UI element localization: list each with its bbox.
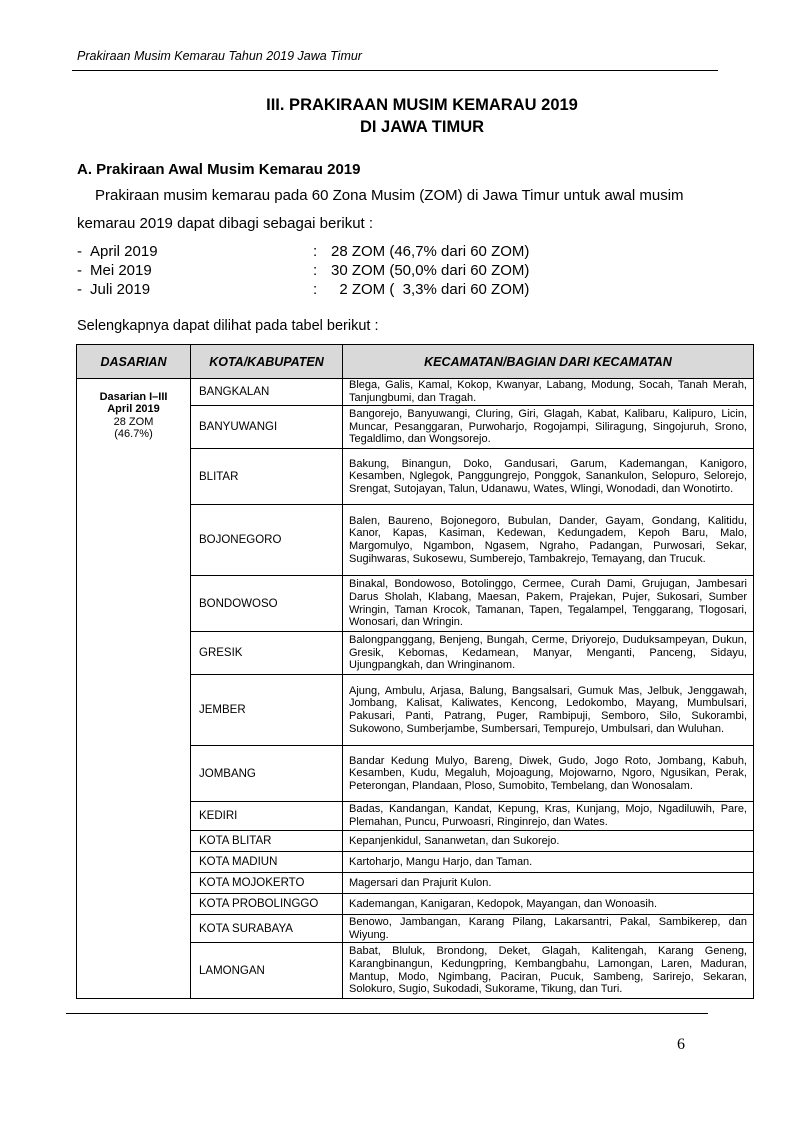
list-value: 30 ZOM (50,0% dari 60 ZOM) [331,262,530,279]
list-value: 28 ZOM (46,7% dari 60 ZOM) [331,243,530,260]
dasarian-period: Dasarian I–III [99,391,168,403]
kecamatan-cell: Kademangan, Kanigaran, Kedopok, Mayangan, dan Wonoasih. [343,894,754,915]
kecamatan-cell: Ajung, Ambulu, Arjasa, Balung, Bangsalsari, Gumuk Mas, Jelbuk, Jenggawah, Jombang, Kalisat, Kaliwates, Kencong, Ledokombo, Mayang, Mumbulsari, Pakusari, Panti, Patrang, Puger, Rambipuji, Semboro, Silo, Sukorambi, Sukowono, Sumberjambe, Sumbersari, Tempurejo, Umbulsari, dan Wuluhan. [343,675,754,746]
header-dasarian: DASARIAN [77,345,191,379]
kecamatan-cell: Benowo, Jambangan, Karang Pilang, Lakarsantri, Pakal, Sambikerep, dan Wiyung. [343,915,754,943]
kecamatan-cell: Kepanjenkidul, Sananwetan, dan Sukorejo. [343,831,754,852]
list-month: Mei 2019 [90,262,152,279]
kota-cell: BOJONEGORO [191,505,343,576]
chapter-title-line1: III. PRAKIRAAN MUSIM KEMARAU 2019 [266,96,578,114]
kecamatan-cell: Bakung, Binangun, Doko, Gandusari, Garum, Kademangan, Kanigoro, Kesamben, Nglegok, Panggungrejo, Ponggok, Sanankulon, Selopuro, Selorejo, Srengat, Sutojayan, Talun, Udanawu, Wates, Wlingi, Wonodadi, dan Wonotirto. [343,449,754,505]
kota-cell: BANGKALAN [191,379,343,406]
chapter-title-line2: DI JAWA TIMUR [359,118,485,136]
kota-cell: BLITAR [191,449,343,505]
kecamatan-cell: Binakal, Bondowoso, Botolinggo, Cermee, Curah Dami, Grujugan, Jambesari Darus Sholah, Klabang, Maesan, Pakem, Prajekan, Pujer, Sukosari, Sumber Wringin, Taman Krocok, Tamanan, Tapen, Tegalampel, Tenggarang, Tlogosari, Wonosari, dan Wringin. [343,576,754,632]
kecamatan-cell: Bangorejo, Banyuwangi, Cluring, Giri, Glagah, Kabat, Kalibaru, Kalipuro, Licin, Muncar, Pesanggaran, Purwoharjo, Rogojampi, Siliragung, Singojuruh, Srono, Tegaldlimo, dan Wongsorejo. [343,406,754,449]
table-header-row [77,345,754,379]
list-month: April 2019 [90,243,158,260]
list-dash: - [77,243,82,260]
zom-table [76,344,754,999]
list-colon: : [313,281,318,298]
kota-cell: GRESIK [191,632,343,675]
header-kota: KOTA/KABUPATEN [191,345,343,379]
kota-cell: JEMBER [191,675,343,746]
intro-paragraph-line1: Prakiraan musim kemarau pada 60 Zona Musim (ZOM) di Jawa Timur untuk awal musim [95,187,684,204]
footer-rule [66,1013,708,1014]
list-dash: - [77,262,82,279]
list-item [77,281,737,300]
kota-cell: KOTA BLITAR [191,831,343,852]
kota-cell: LAMONGAN [191,943,343,999]
kota-cell: KOTA MOJOKERTO [191,873,343,894]
table-row [77,379,754,406]
kota-cell: KOTA SURABAYA [191,915,343,943]
kecamatan-cell: Balen, Baureno, Bojonegoro, Bubulan, Dander, Gayam, Gondang, Kalitidu, Kanor, Kapas, Kasiman, Kedewan, Kedungadem, Kepoh Baru, Malo, Margomulyo, Ngambon, Ngasem, Ngraho, Padangan, Purwosari, Sekar, Sugihwaras, Sukosewu, Sumberejo, Tambakrejo, Temayang, dan Trucuk. [343,505,754,576]
kota-cell: KOTA PROBOLINGGO [191,894,343,915]
list-colon: : [313,243,318,260]
kecamatan-cell: Badas, Kandangan, Kandat, Kepung, Kras, Kunjang, Mojo, Ngadiluwih, Pare, Plemahan, Puncu, Purwoasri, Ringinrejo, dan Wates. [343,802,754,831]
dasarian-cell [77,379,191,999]
kecamatan-cell: Magersari dan Prajurit Kulon. [343,873,754,894]
list-value: 2 ZOM ( 3,3% dari 60 ZOM) [331,281,530,298]
list-item [77,243,737,262]
page-number: 6 [677,1036,685,1053]
kota-cell: KOTA MADIUN [191,852,343,873]
kecamatan-cell: Bandar Kedung Mulyo, Bareng, Diwek, Gudo, Jogo Roto, Jombang, Kabuh, Kesamben, Kudu, Megaluh, Mojoagung, Mojowarno, Ngoro, Ngusikan, Perak, Peterongan, Plandaan, Ploso, Sumobito, Tembelang, dan Wonosalam. [343,746,754,802]
list-colon: : [313,262,318,279]
kota-cell: BONDOWOSO [191,576,343,632]
onset-list [77,243,737,300]
list-month: Juli 2019 [90,281,151,298]
kota-cell: KEDIRI [191,802,343,831]
section-heading: A. Prakiraan Awal Musim Kemarau 2019 [77,161,361,178]
kota-cell: BANYUWANGI [191,406,343,449]
list-item [77,262,737,281]
intro-paragraph-line2: kemarau 2019 dapat dibagi sebagai berikut : [77,215,374,232]
kecamatan-cell: Blega, Galis, Kamal, Kokop, Kwanyar, Labang, Modung, Socah, Tanah Merah, Tanjungbumi, dan Tragah. [343,379,754,406]
table-lead-text: Selengkapnya dapat dilihat pada tabel berikut : [77,318,379,334]
header-kecamatan: KECAMATAN/BAGIAN DARI KECAMATAN [343,345,754,379]
dasarian-percent: (46.7%) [114,428,153,441]
dasarian-month: April 2019 [107,403,160,416]
kecamatan-cell: Balongpanggang, Benjeng, Bungah, Cerme, Driyorejo, Duduksampeyan, Dukun, Gresik, Kebomas, Kedamean, Manyar, Menganti, Panceng, Sidayu, Ujungpangkah, dan Wringinanom. [343,632,754,675]
kecamatan-cell: Babat, Bluluk, Brondong, Deket, Glagah, Kalitengah, Karang Geneng, Karangbinangun, Kedungpring, Kembangbahu, Lamongan, Laren, Maduran, Mantup, Modo, Ngimbang, Paciran, Pucuk, Sambeng, Sarirejo, Sekaran, Solokuro, Sugio, Sukodadi, Sukorame, Tikung, dan Turi. [343,943,754,999]
kota-cell: JOMBANG [191,746,343,802]
running-header: Prakiraan Musim Kemarau Tahun 2019 Jawa Timur [77,49,362,63]
dasarian-zom-count: 28 ZOM [113,415,154,428]
kecamatan-cell: Kartoharjo, Mangu Harjo, dan Taman. [343,852,754,873]
list-dash: - [77,281,82,298]
header-rule [72,70,718,71]
